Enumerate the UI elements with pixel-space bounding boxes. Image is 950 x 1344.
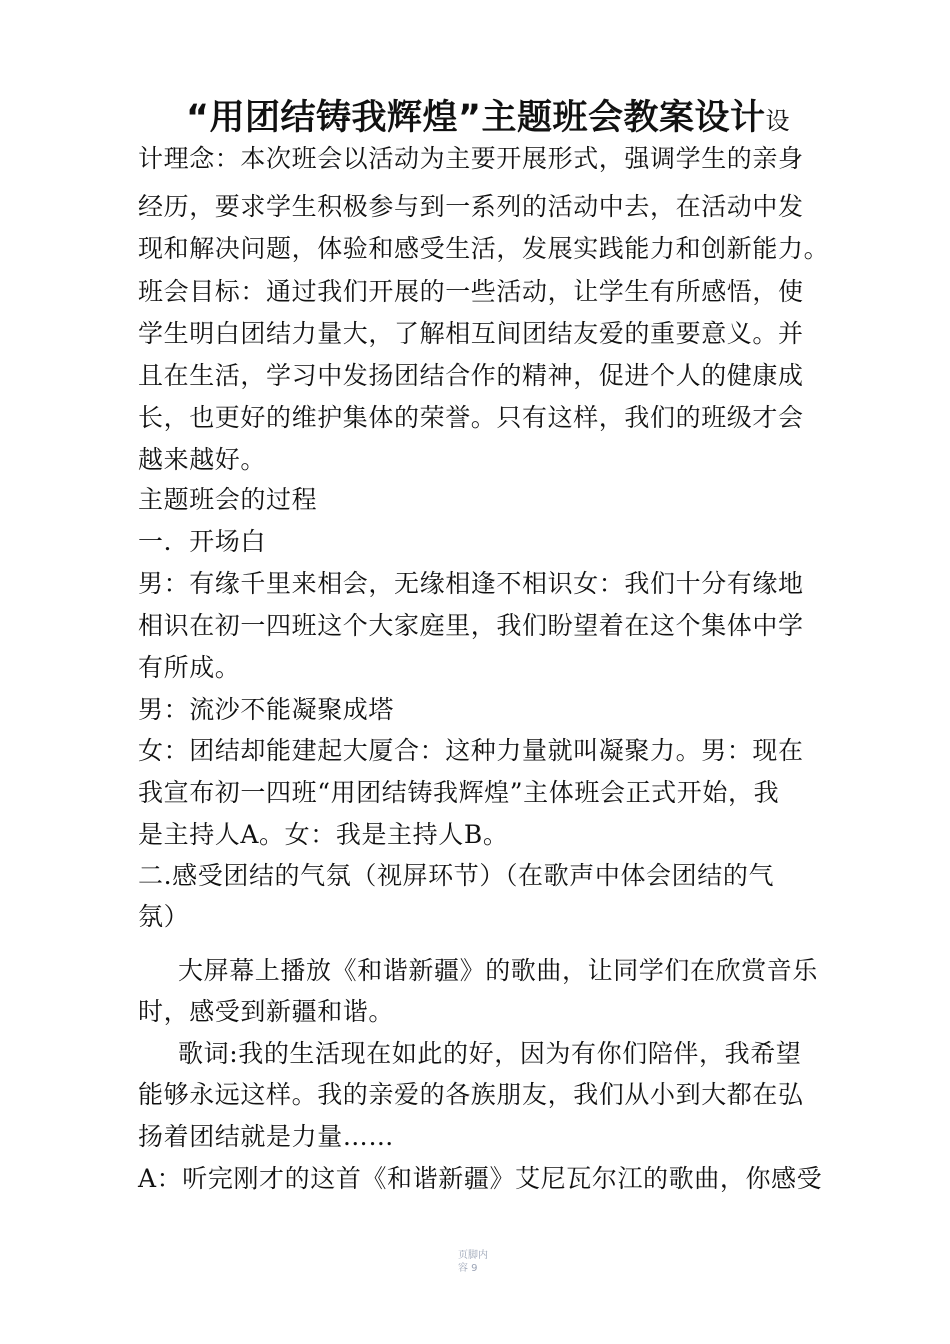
- paragraph-line: 是主持人A。女：我是主持人B。: [138, 820, 509, 849]
- paragraph-line: 女：团结却能建起大厦合：这种力量就叫凝聚力。男：现在: [138, 736, 804, 765]
- paragraph-line: 班会目标：通过我们开展的一些活动，让学生有所感悟，使: [138, 277, 804, 306]
- paragraph-line: 男：有缘千里来相会，无缘相逢不相识女：我们十分有缘地: [138, 569, 804, 598]
- paragraph-line: 越来越好。: [138, 445, 267, 474]
- title-text: “用团结铸我辉煌”主题班会教案设计: [186, 98, 766, 138]
- paragraph-line: 相识在初一四班这个大家庭里，我们盼望着在这个集体中学: [138, 611, 804, 640]
- paragraph-line: 长，也更好的维护集体的荣誉。只有这样，我们的班级才会: [138, 403, 804, 432]
- paragraph-line: 且在生活，学习中发扬团结合作的精神，促进个人的健康成: [138, 361, 804, 390]
- paragraph-line: 学生明白团结力量大，了解相互间团结友爱的重要意义。并: [138, 319, 804, 348]
- paragraph-line: 扬着团结就是力量……: [138, 1122, 395, 1151]
- page-footer: [458, 1249, 518, 1275]
- section-heading: 主题班会的过程: [138, 485, 318, 514]
- paragraph-line: 有所成。: [138, 653, 241, 682]
- paragraph-line: 能够永远这样。我的亲爱的各族朋友，我们从小到大都在弘: [138, 1080, 804, 1109]
- paragraph-line: 经历，要求学生积极参与到一系列的活动中去，在活动中发: [138, 192, 804, 221]
- paragraph-line: 大屏幕上播放《和谐新疆》的歌曲，让同学们在欣赏音乐: [178, 956, 819, 985]
- document-title: [186, 90, 906, 146]
- paragraph-line: 我宣布初一四班“用团结铸我辉煌”主体班会正式开始，我: [138, 778, 780, 807]
- footer-line: 页脚内: [458, 1250, 488, 1261]
- paragraph-line: 时，感受到新疆和谐。: [138, 997, 395, 1026]
- paragraph-line: 现和解决问题，体验和感受生活，发展实践能力和创新能力。: [138, 234, 830, 263]
- paragraph-line: 男：流沙不能凝聚成塔: [138, 695, 395, 724]
- paragraph-line: 氛）: [138, 902, 190, 931]
- section-heading: 一．开场白: [138, 527, 267, 556]
- section-heading: 二.感受团结的气氛（视屏环节）（在歌声中体会团结的气: [138, 861, 775, 890]
- paragraph-line: 歌词:我的生活现在如此的好，因为有你们陪伴，我希望: [178, 1039, 802, 1068]
- paragraph-line: 计理念：本次班会以活动为主要开展形式，强调学生的亲身: [138, 144, 804, 173]
- title-tail-text: 设: [765, 107, 790, 135]
- paragraph-line: A：听完刚才的这首《和谐新疆》艾尼瓦尔江的歌曲，你感受: [138, 1164, 823, 1193]
- footer-line: 容 9: [458, 1263, 478, 1274]
